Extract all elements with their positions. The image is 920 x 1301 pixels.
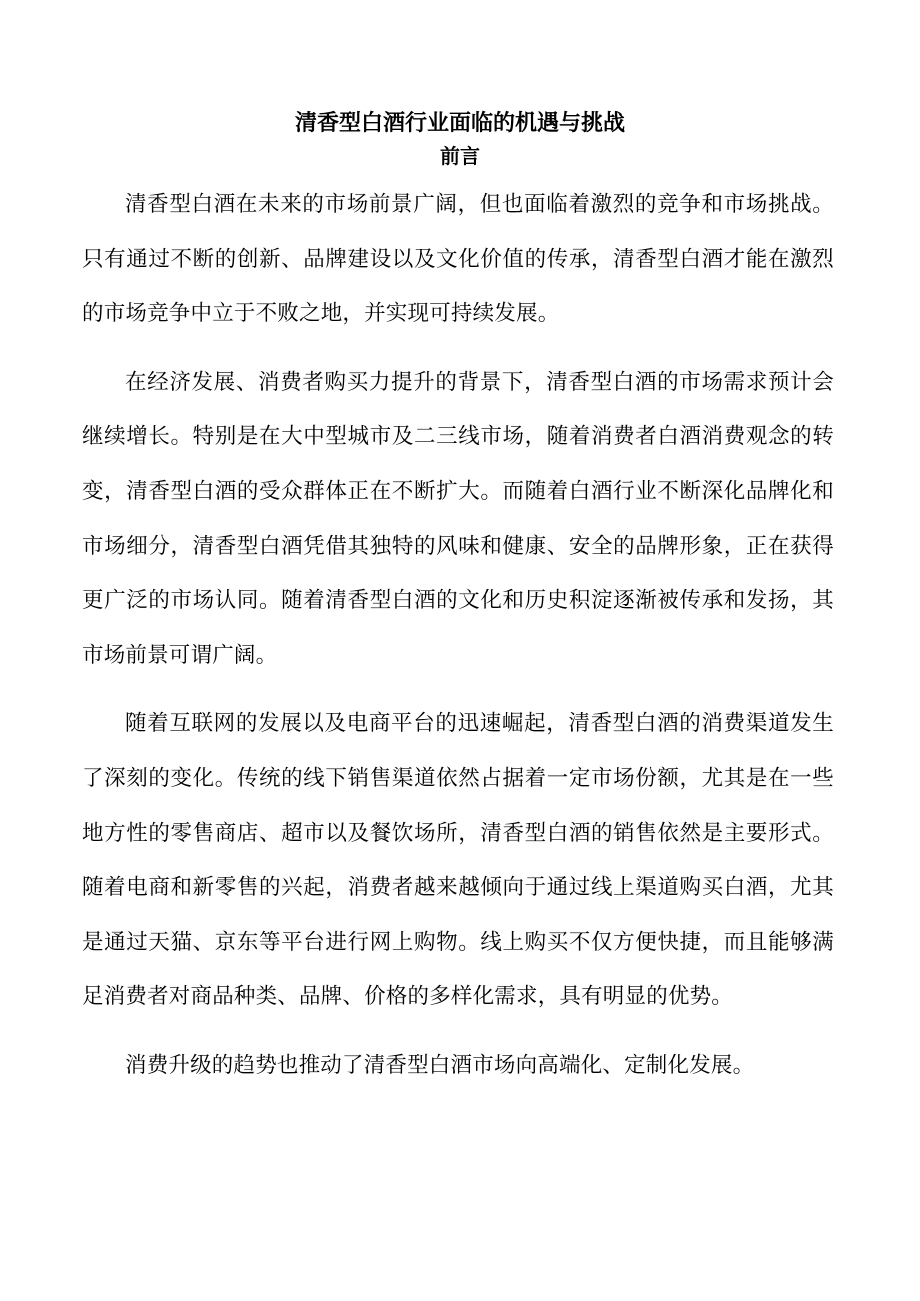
paragraph: 在经济发展、消费者购买力提升的背景下，清香型白酒的市场需求预计会继续增长。特别是在大中型城市及二三线市场，随着消费者白酒消费观念的转变，清香型白酒的受众群体正在不断扩大。而随着白酒行业不断深化品牌化和市场细分，清香型白酒凭借其独特的风味和健康、安全的品牌形象，正在获得更广泛的市场认同。随着清香型白酒的文化和历史积淀逐渐被传承和发扬，其市场前景可谓广阔。 [82,369,834,668]
section-heading: 前言 [440,144,480,168]
paragraph: 随着互联网的发展以及电商平台的迅速崛起，清香型白酒的消费渠道发生了深刻的变化。传统的线下销售渠道依然占据着一定市场份额，尤其是在一些地方性的零售商店、超市以及餐饮场所，清香型白酒的销售依然是主要形式。随着电商和新零售的兴起，消费者越来越倾向于通过线上渠道购买白酒，尤其是通过天猫、京东等平台进行网上购物。线上购买不仅方便快捷，而且能够满足消费者对商品种类、品牌、价格的多样化需求，具有明显的优势。 [82,711,834,1010]
document-title: 清香型白酒行业面临的机遇与挑战 [294,111,625,136]
document-body [82,178,834,1108]
paragraph: 消费升级的趋势也推动了清香型白酒市场向高端化、定制化发展。 [125,1052,755,1078]
paragraph: 清香型白酒在未来的市场前景广阔，但也面临着激烈的竞争和市场挑战。只有通过不断的创新、品牌建设以及文化价值的传承，清香型白酒才能在激烈的市场竞争中立于不败之地，并实现可持续发展。 [82,192,834,327]
